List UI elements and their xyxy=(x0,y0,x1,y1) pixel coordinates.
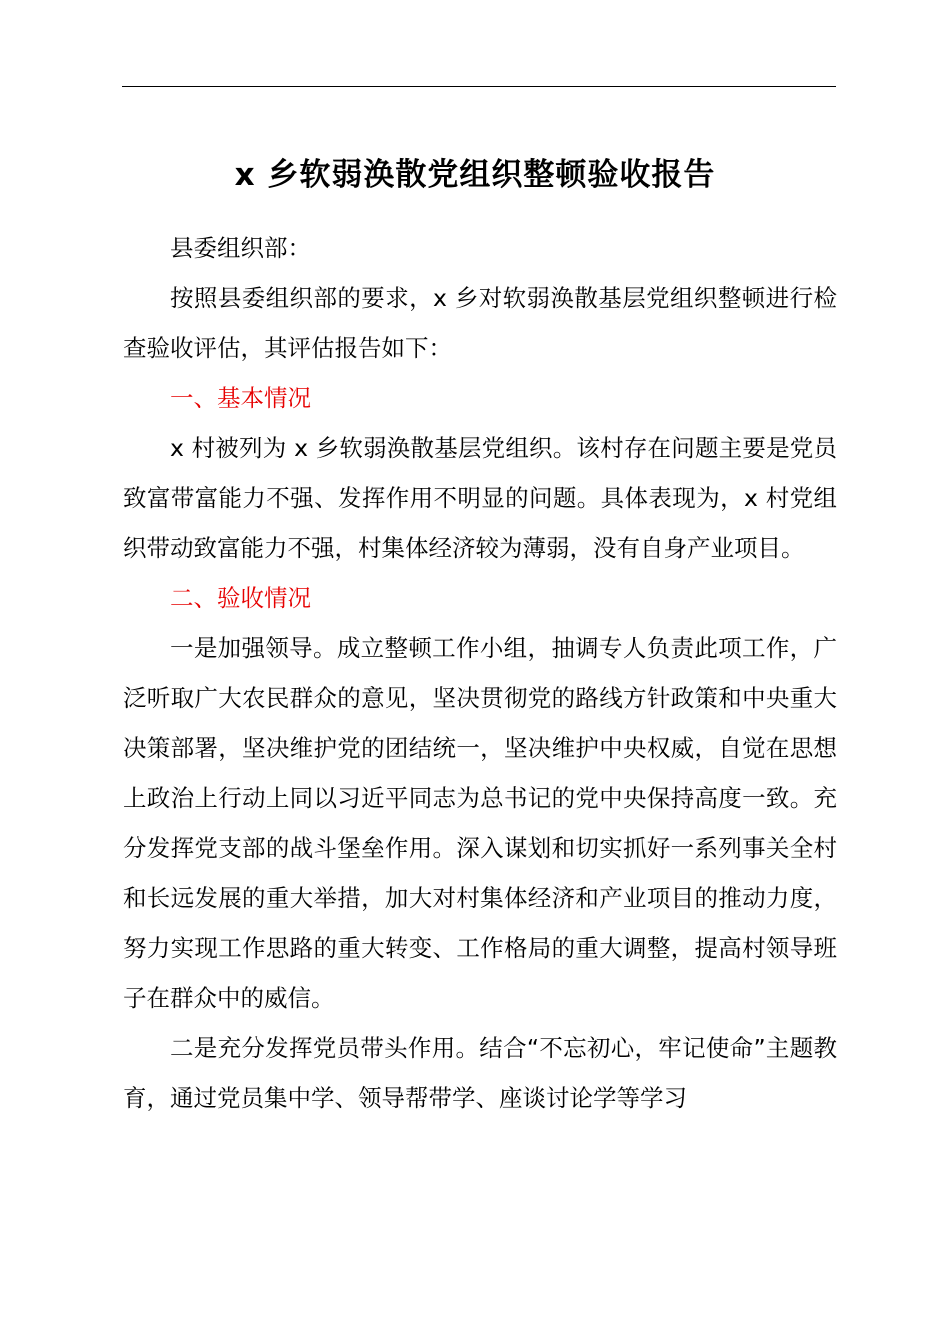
section-heading-basic-situation: 一、基本情况 xyxy=(170,384,311,412)
document-title: x 乡软弱涣散党组织整顿验收报告 xyxy=(234,157,716,193)
section-heading-acceptance-situation: 二、验收情况 xyxy=(170,584,311,612)
salutation: 县委组织部： xyxy=(170,234,311,262)
document-body xyxy=(123,223,837,1123)
header-rule xyxy=(122,86,836,87)
body-paragraph: x 村被列为 x 乡软弱涣散基层党组织。该村存在问题主要是党员致富带富能力不强、发挥作用不明显的问题。具体表现为，x 村党组织带动致富能力不强，村集体经济较为薄弱，没有自身产业项目。 xyxy=(123,434,837,562)
body-paragraph: 二是充分发挥党员带头作用。结合“不忘初心，牢记使命”主题教育，通过党员集中学、领导帮带学、座谈讨论学等学习 xyxy=(123,1034,837,1112)
intro-paragraph: 按照县委组织部的要求，x 乡对软弱涣散基层党组织整顿进行检查验收评估，其评估报告如下： xyxy=(123,284,837,362)
body-paragraph: 一是加强领导。成立整顿工作小组，抽调专人负责此项工作，广泛听取广大农民群众的意见，坚决贯彻党的路线方针政策和中央重大决策部署，坚决维护党的团结统一，坚决维护中央权威，自觉在思想上政治上行动上同以习近平同志为总书记的党中央保持高度一致。充分发挥党支部的战斗堡垒作用。深入谋划和切实抓好一系列事关全村和长远发展的重大举措，加大对村集体经济和产业项目的推动力度，努力实现工作思路的重大转变、工作格局的重大调整，提高村领导班子在群众中的威信。 xyxy=(123,634,837,1012)
